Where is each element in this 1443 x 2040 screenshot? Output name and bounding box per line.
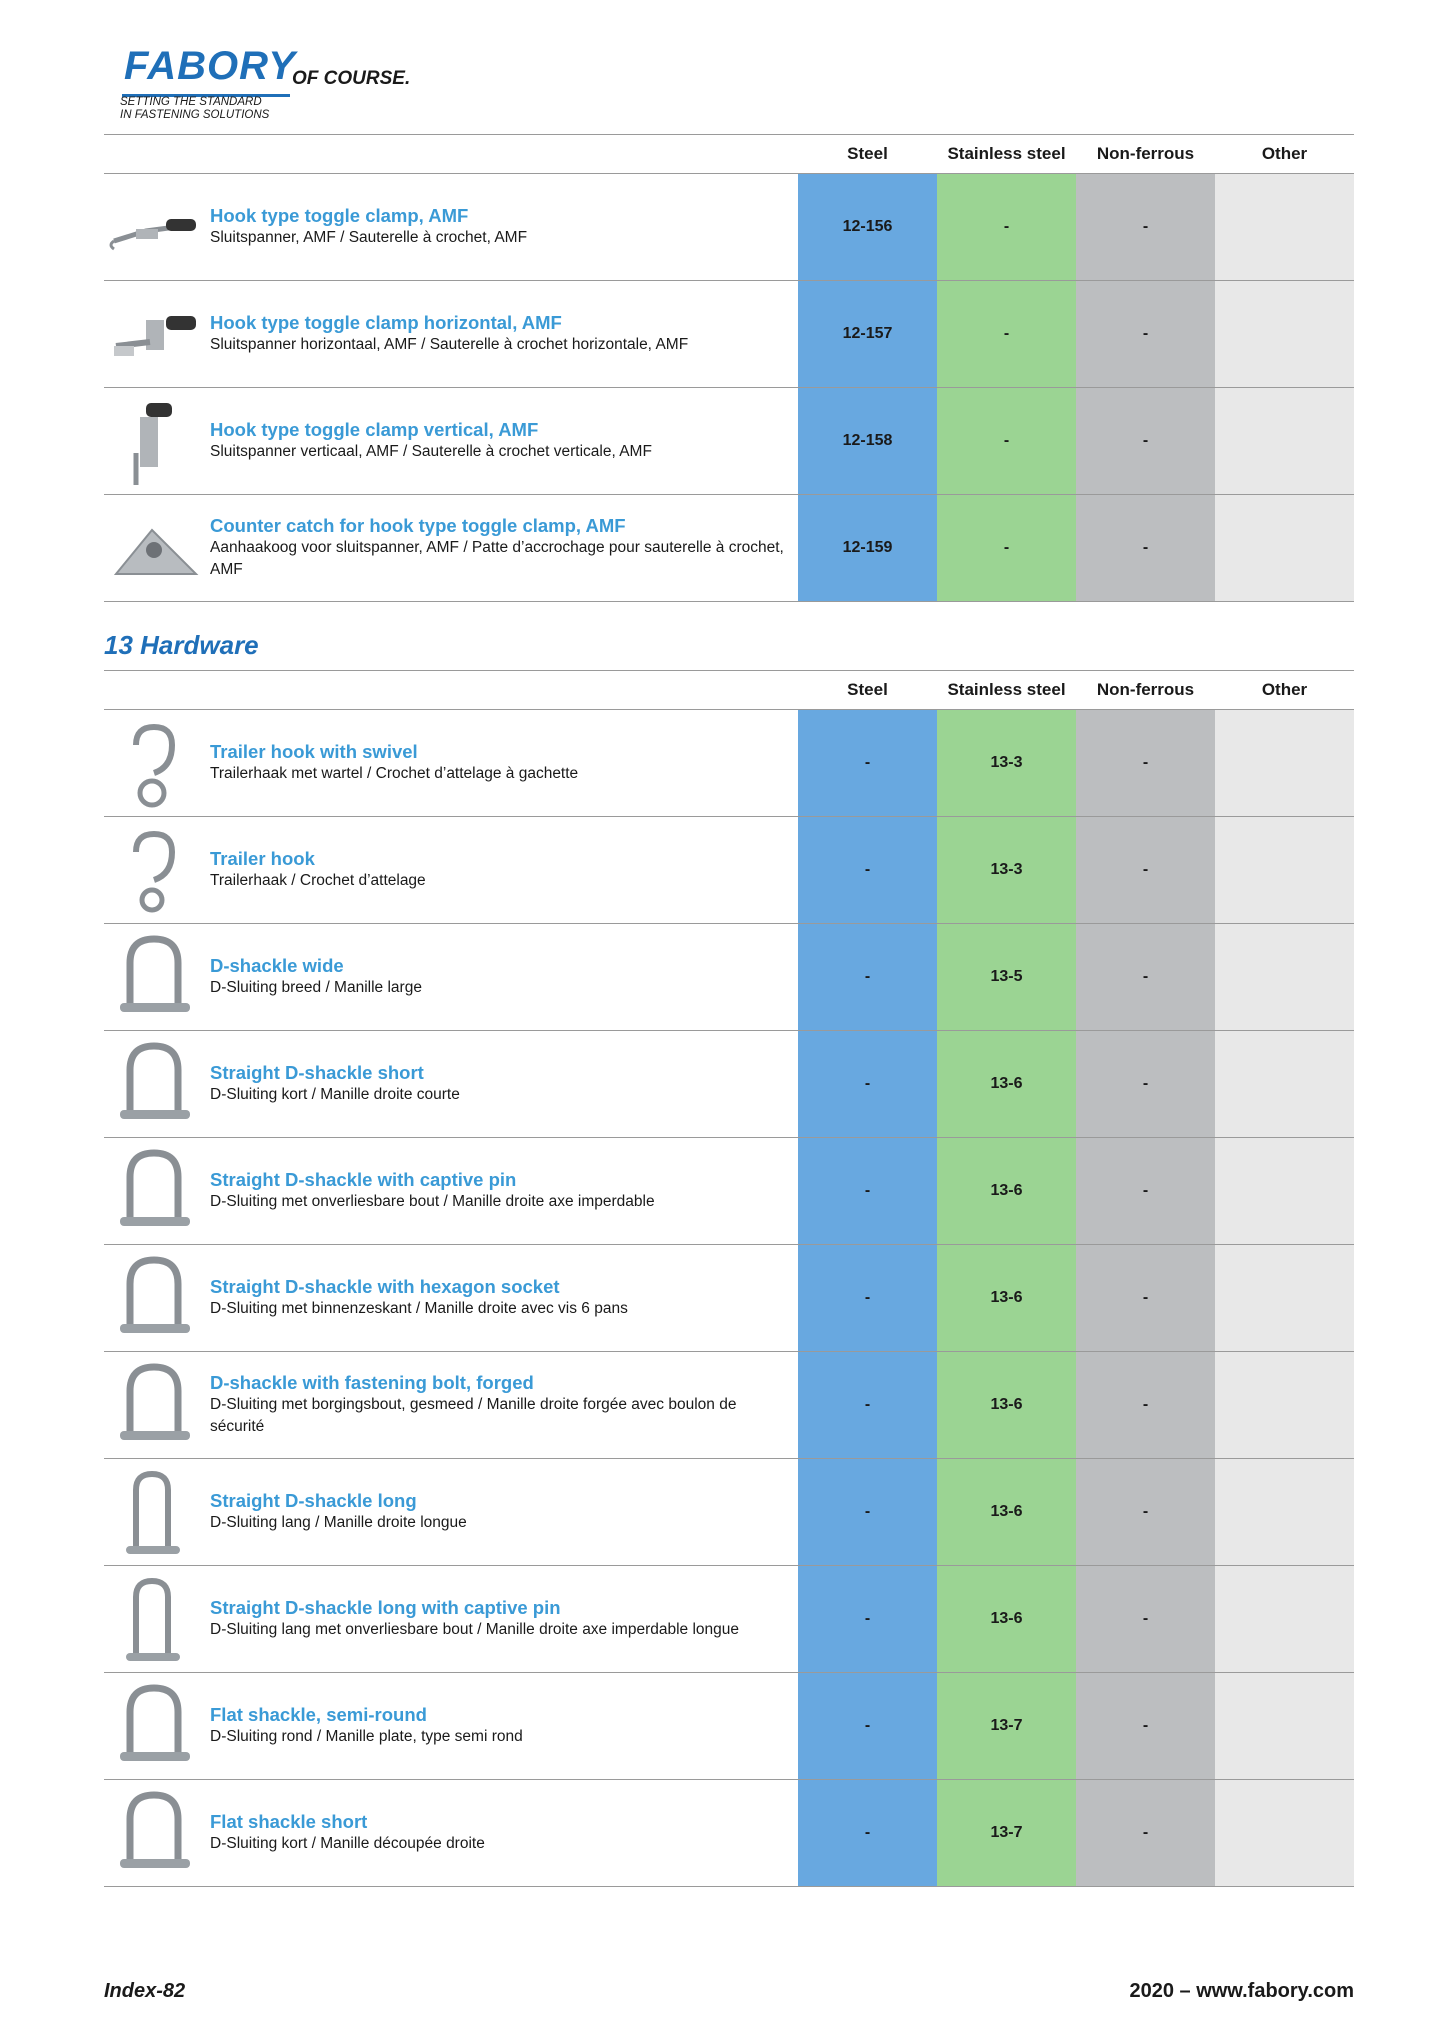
product-description: D-Sluiting lang / Manille droite longue	[210, 1514, 467, 1531]
cell-stainless[interactable]: -	[937, 281, 1076, 387]
cell-other	[1215, 281, 1354, 387]
trailer-hook-icon	[106, 822, 202, 918]
cell-nonferrous[interactable]: -	[1076, 710, 1215, 816]
product-description: Trailerhaak met wartel / Crochet d’attelage à gachette	[210, 765, 579, 782]
table-row	[104, 1352, 1354, 1459]
cell-steel[interactable]: -	[798, 1459, 937, 1565]
flat-shackle-semiround-icon	[106, 1678, 202, 1774]
product-description: D-Sluiting breed / Manille large	[210, 979, 422, 996]
d-shackle-forged-icon	[106, 1357, 202, 1453]
d-shackle-short-icon	[106, 1036, 202, 1132]
product-description: D-Sluiting met onverliesbare bout / Manille droite axe imperdable	[210, 1193, 655, 1210]
cell-steel[interactable]: 12-159	[798, 495, 937, 601]
product-text	[210, 495, 785, 601]
cell-nonferrous[interactable]: -	[1076, 924, 1215, 1030]
cell-nonferrous[interactable]: -	[1076, 495, 1215, 601]
cell-stainless[interactable]: 13-6	[937, 1245, 1076, 1351]
product-text	[210, 1673, 785, 1779]
trailer-hook-swivel-icon	[106, 715, 202, 811]
product-title[interactable]: Flat shackle short	[210, 1811, 368, 1832]
cell-nonferrous[interactable]: -	[1076, 281, 1215, 387]
counter-catch-icon	[106, 500, 202, 596]
cell-stainless[interactable]: -	[937, 388, 1076, 494]
cell-nonferrous[interactable]: -	[1076, 1566, 1215, 1672]
cell-stainless[interactable]: 13-6	[937, 1031, 1076, 1137]
product-text	[210, 1352, 785, 1458]
col-nonferrous: Non-ferrous	[1096, 144, 1195, 163]
logo-subline	[120, 96, 269, 122]
cell-nonferrous[interactable]: -	[1076, 388, 1215, 494]
product-title[interactable]: Straight D-shackle with hexagon socket	[210, 1276, 560, 1297]
cell-nonferrous[interactable]: -	[1076, 1459, 1215, 1565]
cell-steel[interactable]: -	[798, 710, 937, 816]
cell-nonferrous[interactable]: -	[1076, 817, 1215, 923]
cell-other	[1215, 710, 1354, 816]
page-number: Index-82	[104, 1980, 186, 2002]
cell-nonferrous[interactable]: -	[1076, 1673, 1215, 1779]
product-description: Sluitspanner verticaal, AMF / Sauterelle à crochet verticale, AMF	[210, 443, 652, 460]
logo-subline-1: SETTING THE STANDARD	[120, 96, 262, 108]
section-13-rows	[104, 710, 1354, 1887]
table-row	[104, 924, 1354, 1031]
d-shackle-hexagon-icon	[106, 1250, 202, 1346]
cell-stainless[interactable]: 13-3	[937, 817, 1076, 923]
section-13-title: 13 Hardware	[104, 630, 259, 660]
col-stainless: Stainless steel	[947, 680, 1066, 699]
footer-website: 2020 – www.fabory.com	[1129, 1980, 1354, 2002]
col-nonferrous: Non-ferrous	[1096, 680, 1195, 699]
cell-other	[1215, 495, 1354, 601]
table-row	[104, 174, 1354, 281]
toggle-clamp-horizontal-icon	[106, 286, 202, 382]
cell-other	[1215, 1031, 1354, 1137]
cell-nonferrous[interactable]: -	[1076, 1245, 1215, 1351]
product-description: D-Sluiting kort / Manille droite courte	[210, 1086, 460, 1103]
col-stainless: Stainless steel	[947, 144, 1066, 163]
cell-nonferrous[interactable]: -	[1076, 174, 1215, 280]
product-text	[210, 174, 785, 280]
product-text	[210, 1245, 785, 1351]
table-header	[104, 670, 1354, 710]
cell-steel[interactable]: 12-157	[798, 281, 937, 387]
product-description: Sluitspanner, AMF / Sauterelle à crochet, AMF	[210, 229, 528, 246]
product-title[interactable]: Trailer hook	[210, 848, 315, 869]
cell-steel[interactable]: -	[798, 1031, 937, 1137]
product-text	[210, 281, 785, 387]
table-row	[104, 1031, 1354, 1138]
cell-other	[1215, 924, 1354, 1030]
product-text	[210, 924, 785, 1030]
cell-other	[1215, 174, 1354, 280]
product-description: D-Sluiting met borgingsbout, gesmeed / Manille droite forgée avec boulon de sécurité	[210, 1396, 737, 1435]
product-text	[210, 388, 785, 494]
cell-steel[interactable]: -	[798, 1566, 937, 1672]
cell-stainless[interactable]: 13-7	[937, 1780, 1076, 1886]
product-title[interactable]: Hook type toggle clamp horizontal, AMF	[210, 312, 562, 333]
cell-stainless[interactable]: -	[937, 174, 1076, 280]
table-header	[104, 134, 1354, 174]
cell-other	[1215, 1566, 1354, 1672]
cell-other	[1215, 1245, 1354, 1351]
cell-steel[interactable]: -	[798, 1352, 937, 1458]
col-other: Other	[1261, 680, 1308, 699]
table-section-12	[104, 134, 1354, 602]
table-row	[104, 1245, 1354, 1352]
product-text	[210, 1566, 785, 1672]
product-text	[210, 1031, 785, 1137]
product-title[interactable]: D-shackle wide	[210, 955, 344, 976]
table-row	[104, 817, 1354, 924]
table-row	[104, 1780, 1354, 1887]
cell-nonferrous[interactable]: -	[1076, 1352, 1215, 1458]
logo-brand: FABORY	[124, 44, 296, 88]
product-title[interactable]: Straight D-shackle short	[210, 1062, 424, 1083]
cell-steel[interactable]: -	[798, 817, 937, 923]
product-description: D-Sluiting rond / Manille plate, type semi rond	[210, 1728, 523, 1745]
cell-steel[interactable]: -	[798, 1673, 937, 1779]
d-shackle-captive-pin-icon	[106, 1143, 202, 1239]
product-description: Aanhaakoog voor sluitspanner, AMF / Patte d’accrochage pour sauterelle à crochet, AMF	[210, 539, 784, 578]
cell-stainless[interactable]: 13-6	[937, 1459, 1076, 1565]
product-text	[210, 1459, 785, 1565]
cell-nonferrous[interactable]: -	[1076, 1031, 1215, 1137]
product-title[interactable]: Trailer hook with swivel	[210, 741, 418, 762]
cell-stainless[interactable]: 13-6	[937, 1566, 1076, 1672]
table-section-13	[104, 670, 1354, 1887]
cell-stainless[interactable]: 13-6	[937, 1352, 1076, 1458]
cell-other	[1215, 1780, 1354, 1886]
cell-steel[interactable]: -	[798, 1245, 937, 1351]
cell-stainless[interactable]: -	[937, 495, 1076, 601]
flat-shackle-short-icon	[106, 1785, 202, 1881]
product-title[interactable]: Straight D-shackle long	[210, 1490, 417, 1511]
product-title[interactable]: Counter catch for hook type toggle clamp, AMF	[210, 515, 626, 536]
col-other: Other	[1261, 144, 1308, 163]
product-text	[210, 710, 785, 816]
table-row	[104, 1459, 1354, 1566]
cell-nonferrous[interactable]: -	[1076, 1780, 1215, 1886]
toggle-clamp-icon	[106, 179, 202, 275]
cell-stainless[interactable]: 13-7	[937, 1673, 1076, 1779]
product-title[interactable]: Hook type toggle clamp, AMF	[210, 205, 469, 226]
product-text	[210, 1138, 785, 1244]
cell-other	[1215, 388, 1354, 494]
cell-stainless[interactable]: 13-5	[937, 924, 1076, 1030]
cell-other	[1215, 817, 1354, 923]
cell-other	[1215, 1459, 1354, 1565]
col-steel: Steel	[847, 144, 888, 163]
d-shackle-long-captive-icon	[106, 1571, 202, 1667]
cell-stainless[interactable]: 13-6	[937, 1138, 1076, 1244]
product-title[interactable]: Straight D-shackle with captive pin	[210, 1169, 517, 1190]
product-description: D-Sluiting met binnenzeskant / Manille droite avec vis 6 pans	[210, 1300, 628, 1317]
table-row	[104, 1138, 1354, 1245]
product-title[interactable]: D-shackle with fastening bolt, forged	[210, 1372, 534, 1393]
cell-nonferrous[interactable]: -	[1076, 1138, 1215, 1244]
product-description: D-Sluiting kort / Manille découpée droite	[210, 1835, 485, 1852]
cell-steel[interactable]: 12-156	[798, 174, 937, 280]
d-shackle-wide-icon	[106, 929, 202, 1025]
table-row	[104, 388, 1354, 495]
cell-steel[interactable]: -	[798, 924, 937, 1030]
product-title[interactable]: Straight D-shackle long with captive pin	[210, 1597, 561, 1618]
cell-steel[interactable]: 12-158	[798, 388, 937, 494]
d-shackle-long-icon	[106, 1464, 202, 1560]
product-description: D-Sluiting lang met onverliesbare bout / Manille droite axe imperdable longue	[210, 1621, 740, 1638]
table-row	[104, 710, 1354, 817]
table-row	[104, 1673, 1354, 1780]
cell-other	[1215, 1138, 1354, 1244]
cell-stainless[interactable]: 13-3	[937, 710, 1076, 816]
product-title[interactable]: Flat shackle, semi-round	[210, 1704, 427, 1725]
col-steel: Steel	[847, 680, 888, 699]
fabory-logo	[116, 44, 436, 124]
product-description: Sluitspanner horizontaal, AMF / Sauterelle à crochet horizontale, AMF	[210, 336, 689, 353]
section-12-rows	[104, 174, 1354, 602]
table-row	[104, 281, 1354, 388]
logo-subline-2: IN FASTENING SOLUTIONS	[120, 109, 270, 121]
cell-steel[interactable]: -	[798, 1138, 937, 1244]
cell-other	[1215, 1352, 1354, 1458]
toggle-clamp-vertical-icon	[106, 393, 202, 489]
logo-tagline: OF COURSE.	[292, 68, 411, 89]
product-text	[210, 1780, 785, 1886]
table-row	[104, 1566, 1354, 1673]
product-title[interactable]: Hook type toggle clamp vertical, AMF	[210, 419, 539, 440]
product-description: Trailerhaak / Crochet d’attelage	[210, 872, 426, 889]
cell-steel[interactable]: -	[798, 1780, 937, 1886]
cell-other	[1215, 1673, 1354, 1779]
table-row	[104, 495, 1354, 602]
product-text	[210, 817, 785, 923]
